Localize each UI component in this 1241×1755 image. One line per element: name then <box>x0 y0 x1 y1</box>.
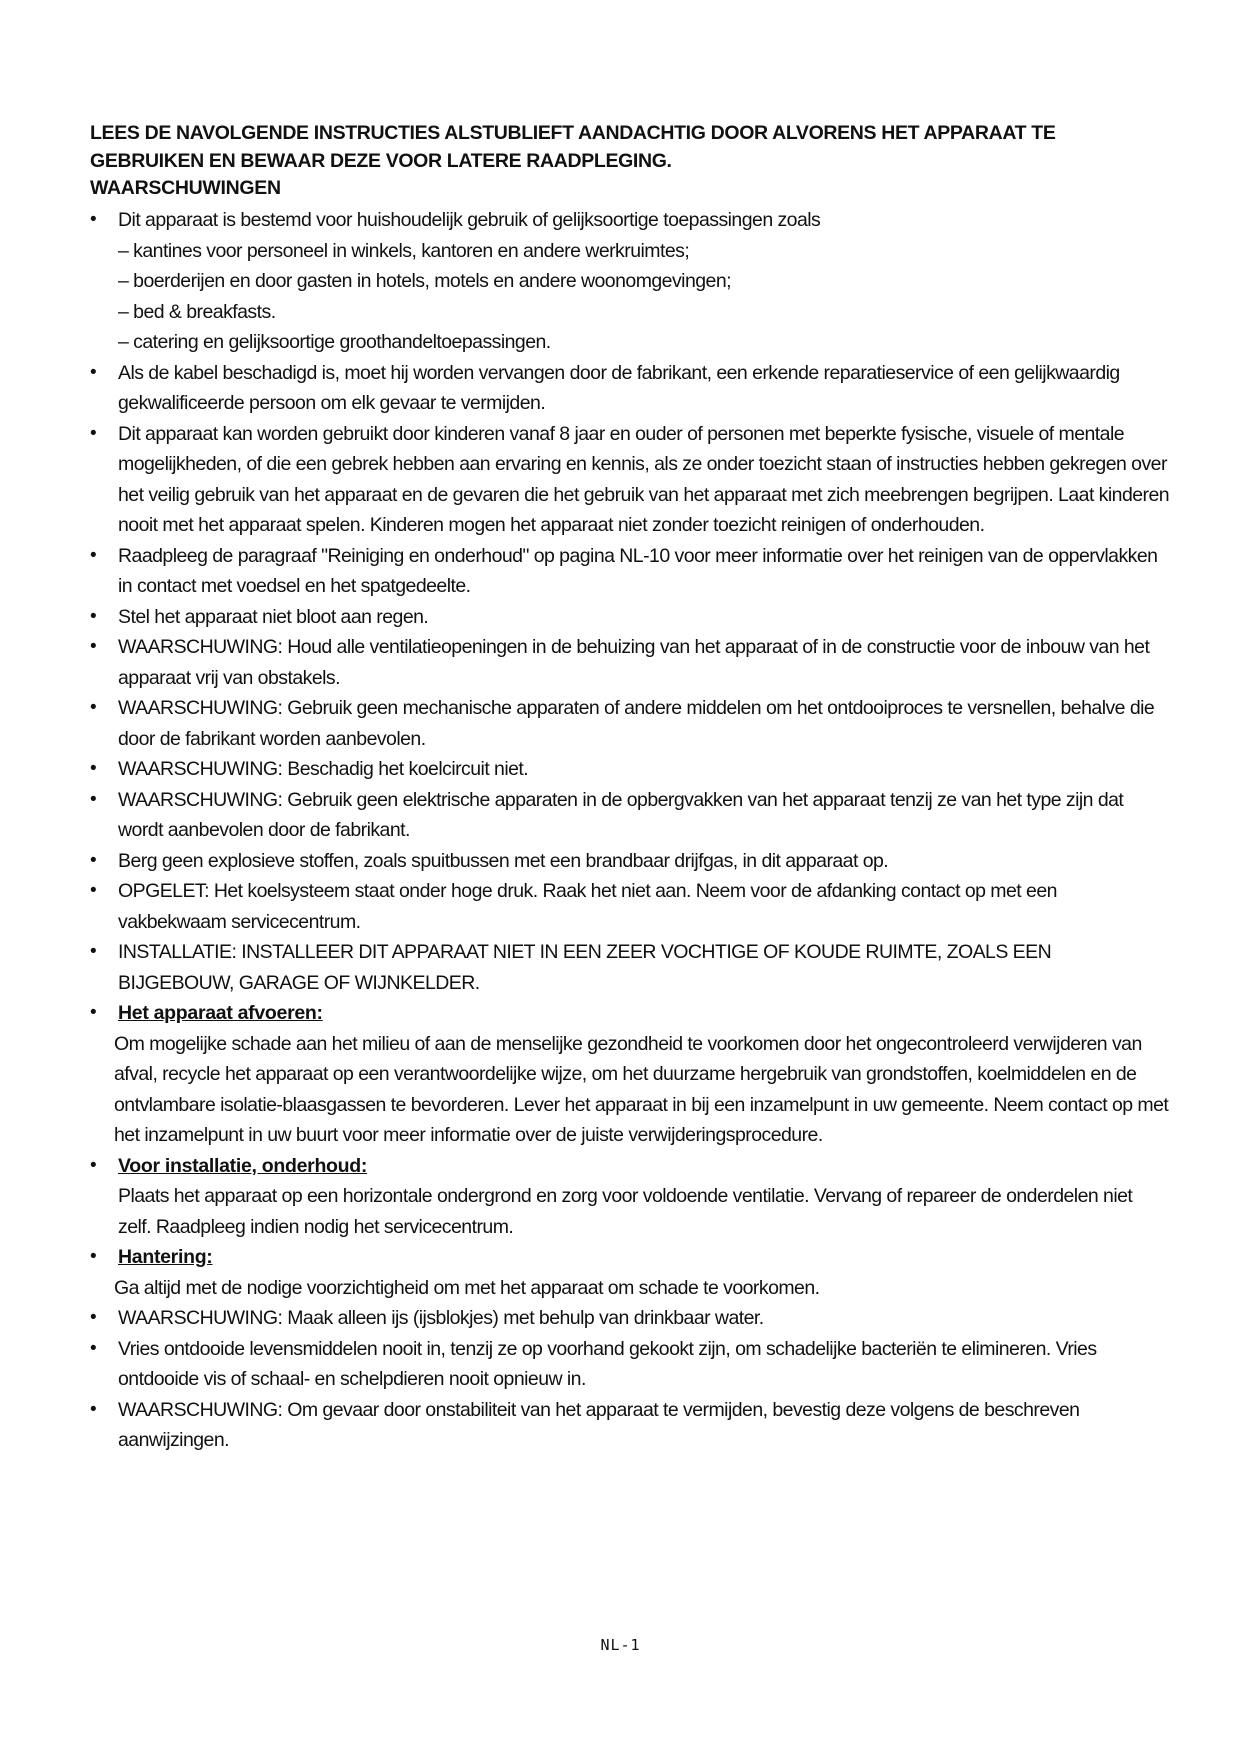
list-item <box>90 846 1170 877</box>
bullet-icon: • <box>90 1307 97 1328</box>
bullet-icon: • <box>90 605 97 627</box>
bullet-icon: • <box>90 422 97 444</box>
document-page <box>90 120 1170 1456</box>
bullet-icon: • <box>90 941 97 962</box>
list-item-text: WAARSCHUWING: Houd alle ventilatieopeningen in de behuizing van het apparaat of in de constructie voor de inbouw van het apparaat vrij van obstakels. <box>118 636 1150 689</box>
list-item-text: Vries ontdooide levensmiddelen nooit in, tenzij ze op voorhand gekookt zijn, om schadelijke bacteriën te elimineren. Vries ontdooide vis of schaal- en schelpdieren nooit opnieuw in. <box>118 1337 1097 1390</box>
list-item <box>90 358 1170 419</box>
list-item <box>90 632 1170 693</box>
list-item <box>90 754 1170 785</box>
installation-body: Plaats het apparaat op een horizontale ondergrond en zorg voor voldoende ventilatie. Vervang of repareer de onderdelen niet zelf. Raadpleeg indien nodig het servicecentrum. <box>118 1185 1133 1238</box>
bullet-icon: • <box>90 758 97 779</box>
warnings-list <box>90 205 1170 1456</box>
page-number: NL-1 <box>600 1636 641 1654</box>
sub-item: – bed & breakfasts. <box>118 300 276 323</box>
bullet-icon: • <box>90 1398 97 1420</box>
list-item-text: Stel het apparaat niet bloot aan regen. <box>118 605 429 628</box>
list-item-text: INSTALLATIE: INSTALLEER DIT APPARAAT NIET IN EEN ZEER VOCHTIGE OF KOUDE RUIMTE, ZOALS EEN BIJGEBOUW, GARAGE OF WIJNKELDER. <box>118 941 1052 994</box>
document-heading: LEES DE NAVOLGENDE INSTRUCTIES ALSTUBLIEFT AANDACHTIG DOOR ALVORENS HET APPARAAT TE GEBRUIKEN EN BEWAAR DEZE VOOR LATERE RAADPLEGING. <box>90 122 1056 172</box>
list-item <box>90 1395 1170 1456</box>
list-item <box>90 937 1170 998</box>
list-item-disposal <box>90 998 1170 1151</box>
list-item <box>90 541 1170 602</box>
disposal-title: Het apparaat afvoeren: <box>118 1002 323 1024</box>
bullet-icon: • <box>90 697 97 718</box>
bullet-icon: • <box>90 849 97 871</box>
list-item <box>90 602 1170 633</box>
bullet-icon: • <box>90 1337 97 1359</box>
installation-title: Voor installatie, onderhoud: <box>118 1154 368 1177</box>
bullet-icon: • <box>90 1154 97 1176</box>
list-item-text: Dit apparaat kan worden gebruikt door kinderen vanaf 8 jaar en ouder of personen met beperkte fysische, visuele of mentale mogelijkheden, of die een gebrek hebben aan ervaring en kennis, als ze onder toezicht staan of instructies hebben gekregen over het veilig gebruik van het apparaat en de gevaren die het gebruik van het apparaat met zich meebrengen begrijpen. Laat kinderen nooit met het apparaat spelen. Kinderen mogen het apparaat niet zonder toezicht reinigen of onderhouden. <box>118 422 1170 536</box>
list-item-installation <box>90 1151 1170 1243</box>
list-item-text: Dit apparaat is bestemd voor huishoudelijk gebruik of gelijksoortige toepassingen zoals <box>118 209 821 231</box>
list-item-handling <box>90 1242 1170 1303</box>
list-item <box>90 876 1170 937</box>
sub-item: – kantines voor personeel in winkels, kantoren en andere werkruimtes; <box>118 239 690 262</box>
list-item-text: Raadpleeg de paragraaf "Reiniging en onderhoud" op pagina NL-10 voor meer informatie over het reinigen van de oppervlakken in contact met voedsel en het spatgedeelte. <box>118 544 1158 597</box>
sub-item: – boerderijen en door gasten in hotels, motels en andere woonomgevingen; <box>118 270 732 292</box>
list-item <box>90 1303 1170 1334</box>
bullet-icon: • <box>90 636 97 657</box>
list-item <box>90 1334 1170 1395</box>
bullet-icon: • <box>90 880 97 901</box>
disposal-body: Om mogelijke schade aan het milieu of aan de menselijke gezondheid te voorkomen door het ongecontroleerd verwijderen van afval, recycle het apparaat op een verantwoordelijke wijze, om het duurzame hergebruik van grondstoffen, koelmiddelen en de ontvlambare isolatie-blaasgassen te bevorderen. Lever het apparaat in bij een inzamelpunt in uw gemeente. Neem contact op met het inzamelpunt in uw buurt voor meer informatie over de juiste verwijderingsprocedure. <box>114 1032 1169 1146</box>
bullet-icon: • <box>90 1246 97 1267</box>
bullet-icon: • <box>90 544 97 566</box>
list-item-text: WAARSCHUWING: Maak alleen ijs (ijsblokjes) met behulp van drinkbaar water. <box>118 1307 764 1329</box>
sub-item: – catering en gelijksoortige groothandeltoepassingen. <box>118 331 551 353</box>
list-item-text: WAARSCHUWING: Om gevaar door onstabiliteit van het apparaat te vermijden, bevestig deze volgens de beschreven aanwijzingen. <box>118 1398 1080 1451</box>
list-item-text: WAARSCHUWING: Gebruik geen elektrische apparaten in de opbergvakken van het apparaat tenzij ze van het type zijn dat wordt aanbevolen door de fabrikant. <box>118 788 1124 841</box>
list-item-text: Als de kabel beschadigd is, moet hij worden vervangen door de fabrikant, een erkende reparatieservice of een gelijkwaardig gekwalificeerde persoon om elk gevaar te vermijden. <box>118 361 1120 414</box>
bullet-icon: • <box>90 788 97 810</box>
list-item <box>90 205 1170 358</box>
handling-title: Hantering: <box>118 1246 213 1268</box>
bullet-icon: • <box>90 1002 97 1023</box>
list-item-text: OPGELET: Het koelsysteem staat onder hoge druk. Raak het niet aan. Neem voor de afdanking contact op met een vakbekwaam servicecentrum. <box>118 880 1057 933</box>
bullet-icon: • <box>90 209 97 230</box>
list-item-text: WAARSCHUWING: Beschadig het koelcircuit niet. <box>118 758 529 780</box>
handling-body: Ga altijd met de nodige voorzichtigheid om met het apparaat om schade te voorkomen. <box>114 1276 820 1299</box>
list-item <box>90 785 1170 846</box>
list-item <box>90 693 1170 754</box>
list-item-text: Berg geen explosieve stoffen, zoals spuitbussen met een brandbaar drijfgas, in dit apparaat op. <box>118 849 889 872</box>
bullet-icon: • <box>90 361 97 383</box>
list-item-text: WAARSCHUWING: Gebruik geen mechanische apparaten of andere middelen om het ontdooiproces te versnellen, behalve die door de fabrikant worden aanbevolen. <box>118 697 1155 750</box>
list-item <box>90 419 1170 541</box>
section-title-warnings: WAARSCHUWINGEN <box>90 177 281 199</box>
